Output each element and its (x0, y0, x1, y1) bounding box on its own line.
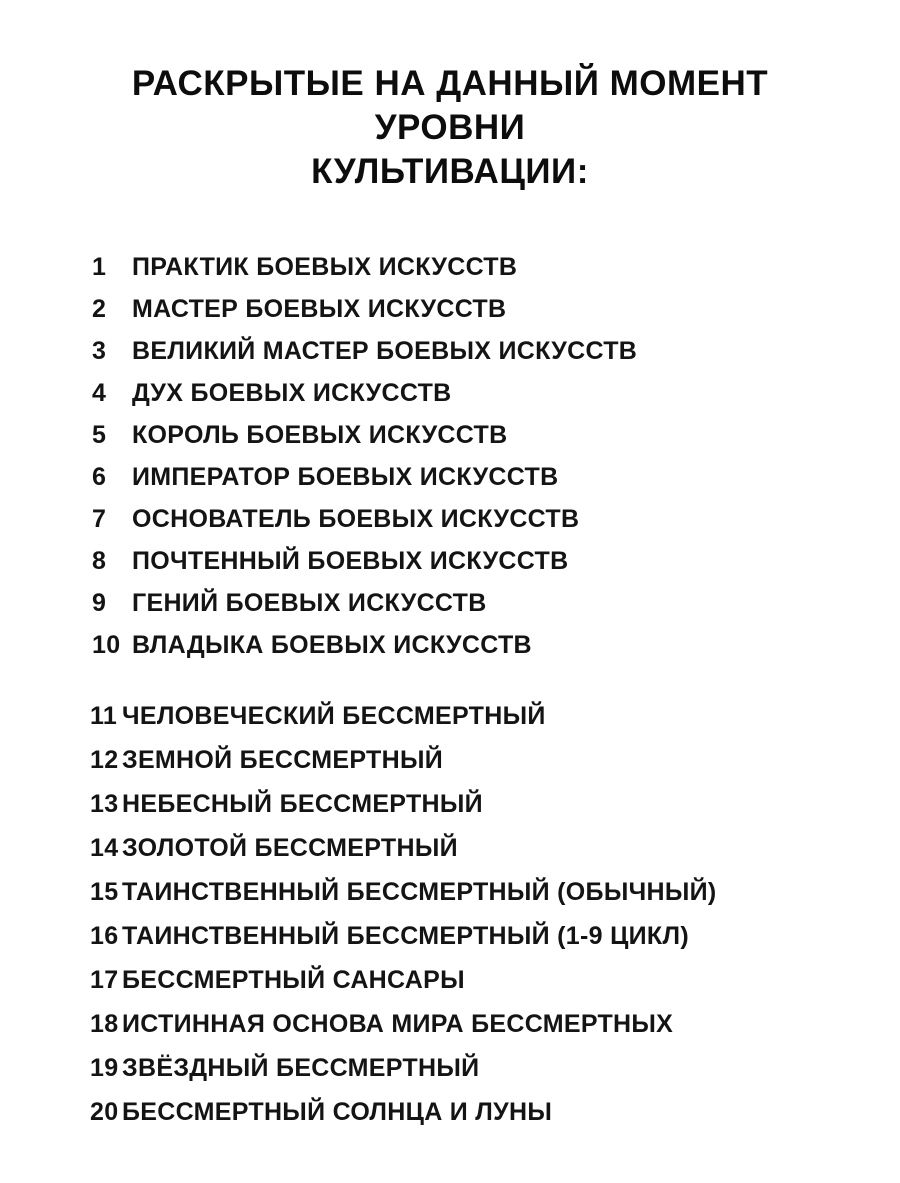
list-item (92, 591, 830, 616)
list-item-label: МАСТЕР БОЕВЫХ ИСКУССТВ (132, 295, 507, 324)
list-item-number: 13 (90, 790, 119, 819)
page-title-line-1: РАСКРЫТЫЕ НА ДАННЫЙ МОМЕНТ УРОВНИ (131, 64, 769, 147)
list-item (90, 704, 830, 729)
list-item-label: ПРАКТИК БОЕВЫХ ИСКУССТВ (132, 253, 518, 282)
list-item (90, 1012, 830, 1037)
list-item (92, 633, 830, 658)
list-item-number: 20 (90, 1098, 119, 1127)
list-item-number: 6 (92, 463, 107, 492)
list-item-label: ОСНОВАТЕЛЬ БОЕВЫХ ИСКУССТВ (132, 505, 580, 534)
immortal-levels-list (70, 704, 830, 1125)
list-item-number: 15 (90, 878, 119, 907)
list-item (90, 924, 830, 949)
list-item-number: 10 (92, 631, 121, 660)
list-item (90, 836, 830, 861)
list-item-number: 8 (92, 547, 107, 576)
list-item-label: ТАИНСТВЕННЫЙ БЕССМЕРТНЫЙ (ОБЫЧНЫЙ) (122, 878, 717, 907)
list-item-number: 11 (90, 702, 118, 731)
list-item-label: ЧЕЛОВЕЧЕСКИЙ БЕССМЕРТНЫЙ (122, 702, 546, 731)
list-item-label: ЗВЁЗДНЫЙ БЕССМЕРТНЫЙ (122, 1054, 480, 1083)
list-item-label: ВЛАДЫКА БОЕВЫХ ИСКУССТВ (132, 631, 532, 660)
list-item (90, 1056, 830, 1081)
list-item (92, 549, 830, 574)
list-item-label: ПОЧТЕННЫЙ БОЕВЫХ ИСКУССТВ (132, 547, 569, 576)
list-item-number: 1 (92, 253, 107, 282)
list-item-number: 5 (92, 421, 107, 450)
list-item-label: КОРОЛЬ БОЕВЫХ ИСКУССТВ (132, 421, 508, 450)
list-item-number: 16 (90, 922, 119, 951)
list-item-label: ИСТИННАЯ ОСНОВА МИРА БЕССМЕРТНЫХ (122, 1010, 674, 1039)
list-item-label: ИМПЕРАТОР БОЕВЫХ ИСКУССТВ (132, 463, 559, 492)
list-item-label: ДУХ БОЕВЫХ ИСКУССТВ (132, 379, 452, 408)
list-item-label: ТАИНСТВЕННЫЙ БЕССМЕРТНЫЙ (1-9 ЦИКЛ) (122, 922, 689, 951)
list-item (92, 507, 830, 532)
list-item-label: ВЕЛИКИЙ МАСТЕР БОЕВЫХ ИСКУССТВ (132, 337, 638, 366)
list-item (90, 880, 830, 905)
list-item-number: 17 (90, 966, 119, 995)
list-item-number: 3 (92, 337, 107, 366)
list-item-number: 4 (92, 379, 107, 408)
list-item (92, 465, 830, 490)
list-item (92, 339, 830, 364)
page-title (70, 62, 830, 193)
list-item-number: 2 (92, 295, 107, 324)
list-item-label: БЕССМЕРТНЫЙ САНСАРЫ (122, 966, 465, 995)
list-item-label: НЕБЕСНЫЙ БЕССМЕРТНЫЙ (122, 790, 483, 819)
list-item (90, 1100, 830, 1125)
page-title-line-2: КУЛЬТИВАЦИИ: (311, 151, 589, 191)
list-item-number: 19 (90, 1054, 119, 1083)
list-item-number: 12 (90, 746, 119, 775)
list-item-label: ЗЕМНОЙ БЕССМЕРТНЫЙ (122, 746, 444, 775)
list-item (92, 381, 830, 406)
list-item-number: 9 (92, 589, 107, 618)
martial-arts-levels-list (70, 255, 830, 658)
list-item-number: 7 (92, 505, 107, 534)
list-item-label: БЕССМЕРТНЫЙ СОЛНЦА И ЛУНЫ (122, 1098, 553, 1127)
list-item-number: 14 (90, 834, 119, 863)
list-item-label: ЗОЛОТОЙ БЕССМЕРТНЫЙ (122, 834, 458, 863)
list-item (90, 792, 830, 817)
list-item-number: 18 (90, 1010, 119, 1039)
list-item (90, 748, 830, 773)
list-item-label: ГЕНИЙ БОЕВЫХ ИСКУССТВ (132, 589, 487, 618)
list-item (92, 297, 830, 322)
list-item (92, 255, 830, 280)
list-item (90, 968, 830, 993)
list-item (92, 423, 830, 448)
